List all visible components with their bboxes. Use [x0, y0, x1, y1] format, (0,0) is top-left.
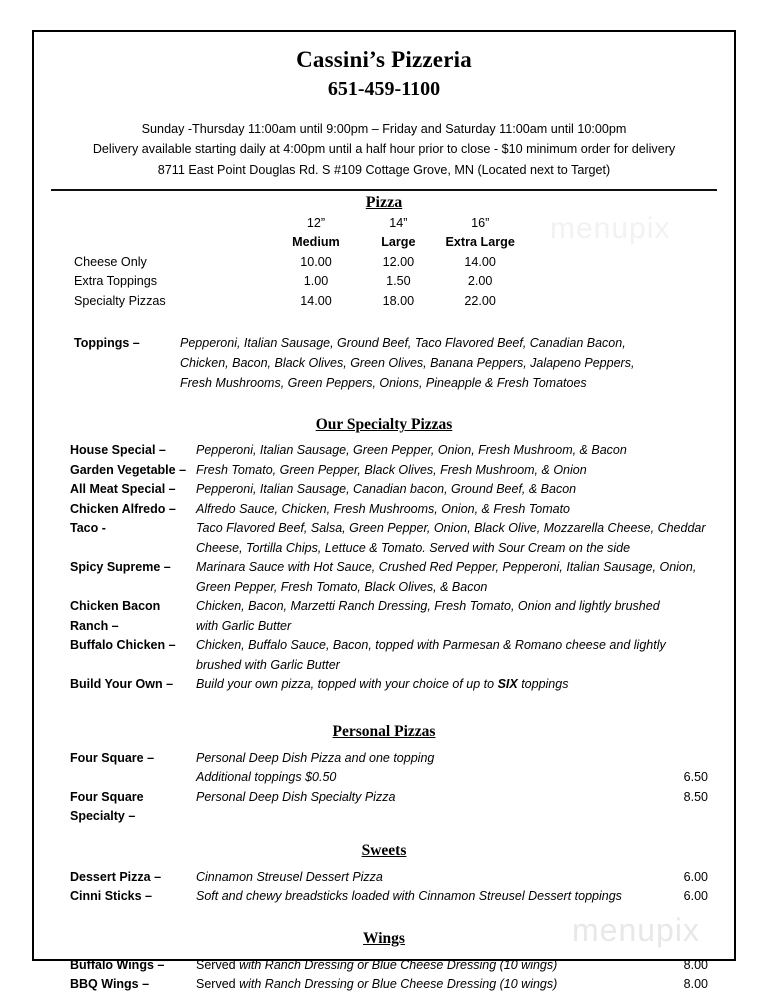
menu-item-name-chicken-alfredo: Chicken Alfredo –	[70, 501, 176, 516]
menu-item-description-line: with Garlic Butter	[196, 618, 292, 633]
menu-item-description-four-square-specialty	[196, 788, 644, 808]
menu-item-description-four-square	[196, 749, 644, 788]
menu-item-description-line: Personal Deep Dish Specialty Pizza	[196, 789, 396, 804]
menu-item-row	[50, 597, 718, 636]
menu-item-name-four-square: Four Square –	[70, 750, 155, 765]
size-name-medium: Medium	[292, 235, 340, 250]
spacer	[50, 695, 718, 720]
menu-item-description-line: Marinara Sauce with Hot Sauce, Crushed Red Pepper, Pepperoni, Italian Sausage, Onion,	[196, 560, 697, 575]
toppings-line: Fresh Mushrooms, Green Peppers, Onions, Pineapple & Fresh Tomatoes	[180, 376, 587, 390]
menu-page	[32, 30, 736, 992]
menu-item-description-build-your-own	[196, 675, 718, 695]
row-trailing-spacer	[521, 253, 718, 273]
menu-item-row	[50, 461, 718, 481]
table-row-size-names	[50, 233, 718, 253]
menu-item-description-line: Personal Deep Dish Pizza and one topping	[196, 750, 435, 765]
restaurant-name: Cassini’s Pizzeria	[296, 47, 472, 72]
toppings-block	[50, 333, 718, 394]
menu-item-description-bbq-wings	[196, 975, 644, 995]
sweets-list	[50, 868, 718, 907]
pizza-row-label-cheese-only: Cheese Only	[74, 254, 147, 269]
menu-item-description-line: Alfredo Sauce, Chicken, Fresh Mushrooms, Onion, & Fresh Tomato	[196, 501, 571, 516]
sizes-row-trailing-spacer	[521, 214, 718, 234]
row-trailing-spacer	[521, 292, 718, 312]
menu-item-price-dessert-pizza	[644, 868, 718, 888]
menu-item-name-buffalo-chicken: Buffalo Chicken –	[70, 638, 176, 653]
menu-item-description-line: Additional toppings $0.50	[196, 770, 337, 785]
spacer	[50, 393, 718, 413]
size-label-extra-large: 16”	[471, 215, 490, 230]
price-cheese-only-large: 12.00	[382, 254, 415, 269]
spacer	[50, 827, 718, 839]
section-heading-sweets: Sweets	[361, 841, 407, 859]
menu-item-description-spicy-supreme	[196, 558, 718, 597]
menu-item-description-buffalo-wings	[196, 956, 644, 976]
menu-item-name-bbq-wings: BBQ Wings –	[70, 977, 150, 992]
menu-item-row	[50, 749, 718, 788]
pizza-row-label-specialty-pizzas: Specialty Pizzas	[74, 293, 166, 308]
menu-item-description-line: Soft and chewy breadsticks loaded with Cinnamon Streusel Dessert toppings	[196, 889, 622, 904]
price-extra-toppings-large: 1.50	[386, 274, 411, 289]
specialty-pizza-list	[50, 441, 718, 695]
personal-pizza-list	[50, 749, 718, 827]
menu-item-price-four-square-specialty	[644, 788, 718, 808]
toppings-line: Pepperoni, Italian Sausage, Ground Beef, Taco Flavored Beef, Canadian Bacon,	[180, 335, 626, 350]
section-heading-specialty-pizzas: Our Specialty Pizzas	[315, 416, 453, 434]
menu-item-row	[50, 975, 718, 995]
menu-item-row	[50, 519, 718, 558]
menu-item-name-house-special: House Special –	[70, 443, 166, 458]
price-specialty-extra-large: 22.00	[464, 293, 496, 308]
price-cheese-only-extra-large: 14.00	[464, 254, 496, 269]
menu-item-description-chicken-bacon-ranch	[196, 597, 718, 636]
pizza-row-label-extra-toppings: Extra Toppings	[74, 274, 158, 289]
menu-item-name-four-square-specialty	[50, 788, 196, 827]
price-value: 6.00	[683, 869, 708, 884]
menu-item-description-chicken-alfredo	[196, 500, 718, 520]
size-label-large: 14”	[389, 215, 408, 230]
menu-item-description-cinni-sticks	[196, 887, 644, 907]
price-value: 6.00	[683, 889, 708, 904]
menu-header	[50, 32, 718, 180]
menu-item-name-line: Ranch –	[70, 618, 119, 633]
price-value: 8.50	[683, 789, 708, 804]
menu-item-description-line: Cinnamon Streusel Dessert Pizza	[196, 869, 383, 884]
menu-item-description-buffalo-chicken	[196, 636, 718, 675]
menu-item-description-line: Pepperoni, Italian Sausage, Canadian bacon, Ground Beef, & Bacon	[196, 482, 577, 497]
sizes-row-spacer	[50, 214, 275, 234]
size-names-row-trailing-spacer	[521, 233, 718, 253]
section-heading-personal-pizzas: Personal Pizzas	[332, 722, 436, 740]
menu-item-description-taco	[196, 519, 718, 558]
wings-list	[50, 956, 718, 995]
price-specialty-medium: 14.00	[300, 293, 332, 308]
menu-item-description-dessert-pizza	[196, 868, 644, 888]
size-names-row-spacer	[50, 233, 275, 253]
price-cheese-only-medium: 10.00	[300, 254, 332, 269]
menu-item-row	[50, 500, 718, 520]
menu-item-name-line: Chicken Bacon	[70, 599, 161, 614]
menu-item-name-chicken-bacon-ranch	[50, 597, 196, 636]
hours-and-address	[50, 119, 718, 180]
menu-item-row	[50, 480, 718, 500]
price-extra-toppings-medium: 1.00	[303, 274, 329, 289]
menu-item-description-line: Chicken, Bacon, Marzetti Ranch Dressing, Fresh Tomato, Onion and lightly brushed	[196, 599, 660, 614]
menu-item-description-line: Build your own pizza, topped with your choice of up to SIX toppings	[196, 677, 569, 692]
toppings-line: Chicken, Bacon, Black Olives, Green Olives, Banana Peppers, Jalapeno Peppers,	[180, 355, 635, 370]
size-label-medium: 12”	[306, 215, 326, 230]
table-row	[50, 272, 718, 292]
menu-item-name-line: Four Square	[70, 789, 144, 804]
menu-item-name-all-meat-special: All Meat Special –	[70, 482, 176, 497]
price-extra-toppings-extra-large: 2.00	[467, 274, 493, 289]
toppings-label: Toppings –	[74, 335, 140, 350]
size-name-large: Large	[381, 235, 416, 250]
menu-item-name-dessert-pizza: Dessert Pizza –	[70, 869, 162, 884]
price-specialty-large: 18.00	[382, 293, 415, 308]
price-value: 8.00	[683, 957, 708, 972]
menu-item-row	[50, 887, 718, 907]
menu-item-name-line: Specialty –	[70, 809, 136, 824]
menu-item-description-line: Pepperoni, Italian Sausage, Green Pepper, Onion, Fresh Mushroom, & Bacon	[196, 443, 627, 458]
table-row-sizes	[50, 214, 718, 234]
menu-item-description-line: Cheese, Tortilla Chips, Lettuce & Tomato. Served with Sour Cream on the side	[196, 540, 631, 555]
menu-item-price-bbq-wings	[644, 975, 718, 995]
menu-item-price-four-square	[644, 749, 718, 788]
menu-item-name-buffalo-wings: Buffalo Wings –	[70, 957, 165, 972]
size-name-extra-large: Extra Large	[445, 235, 515, 250]
phone-number[interactable]: 651-459-1100	[327, 77, 441, 100]
table-row	[50, 292, 718, 312]
menu-item-row	[50, 788, 718, 827]
menu-item-price-cinni-sticks	[644, 887, 718, 907]
menu-item-row	[50, 868, 718, 888]
menu-item-name-cinni-sticks: Cinni Sticks –	[70, 889, 152, 904]
menu-item-description-line: Taco Flavored Beef, Salsa, Green Pepper, Onion, Black Olive, Mozzarella Cheese, Cheddar	[196, 521, 706, 536]
menu-item-description-garden-vegetable	[196, 461, 718, 481]
menu-item-name-taco: Taco -	[70, 521, 106, 536]
menu-item-row	[50, 558, 718, 597]
watermark-top: menupix	[550, 212, 671, 245]
menu-item-row	[50, 956, 718, 976]
hours-line-1: Sunday -Thursday 11:00am until 9:00pm – Friday and Saturday 11:00am until 10:00pm	[141, 121, 627, 136]
menu-item-description-line: Fresh Tomato, Green Pepper, Black Olives, Fresh Mushroom, & Onion	[196, 462, 587, 477]
section-heading-pizza: Pizza	[365, 193, 403, 211]
menu-item-name-build-your-own: Build Your Own –	[70, 677, 174, 692]
menu-item-row	[50, 441, 718, 461]
watermark-bottom: menupix	[572, 912, 700, 948]
menu-item-name-spicy-supreme: Spicy Supreme –	[70, 560, 171, 575]
menu-item-description-all-meat-special	[196, 480, 718, 500]
delivery-info-line: Delivery available starting daily at 4:00pm until a half hour prior to close - $10 minimum order for delivery	[92, 142, 676, 157]
row-trailing-spacer	[521, 272, 718, 292]
menu-item-description-line: Chicken, Buffalo Sauce, Bacon, topped with Parmesan & Romano cheese and lightly	[196, 638, 666, 653]
price-value: 8.00	[683, 977, 708, 992]
spacer	[50, 907, 718, 927]
menu-item-row	[50, 636, 718, 675]
section-heading-wings: Wings	[363, 929, 405, 947]
menu-item-price-buffalo-wings	[644, 956, 718, 976]
menu-item-description-line: brushed with Garlic Butter	[196, 657, 340, 672]
menu-item-description-line: Served with Ranch Dressing or Blue Cheese Dressing (10 wings)	[196, 957, 558, 972]
toppings-list	[180, 333, 634, 394]
menu-item-description-line: Served with Ranch Dressing or Blue Cheese Dressing (10 wings)	[196, 977, 558, 992]
menu-item-description-house-special	[196, 441, 718, 461]
address-line: 8711 East Point Douglas Rd. S #109 Cottage Grove, MN (Located next to Target)	[157, 162, 611, 177]
pizza-price-table	[50, 214, 718, 312]
price-value: 6.50	[683, 770, 708, 785]
menu-item-name-garden-vegetable: Garden Vegetable –	[70, 462, 187, 477]
table-row	[50, 253, 718, 273]
menu-item-row	[50, 675, 718, 695]
menu-item-description-line: Green Pepper, Fresh Tomato, Black Olives, & Bacon	[196, 579, 488, 594]
